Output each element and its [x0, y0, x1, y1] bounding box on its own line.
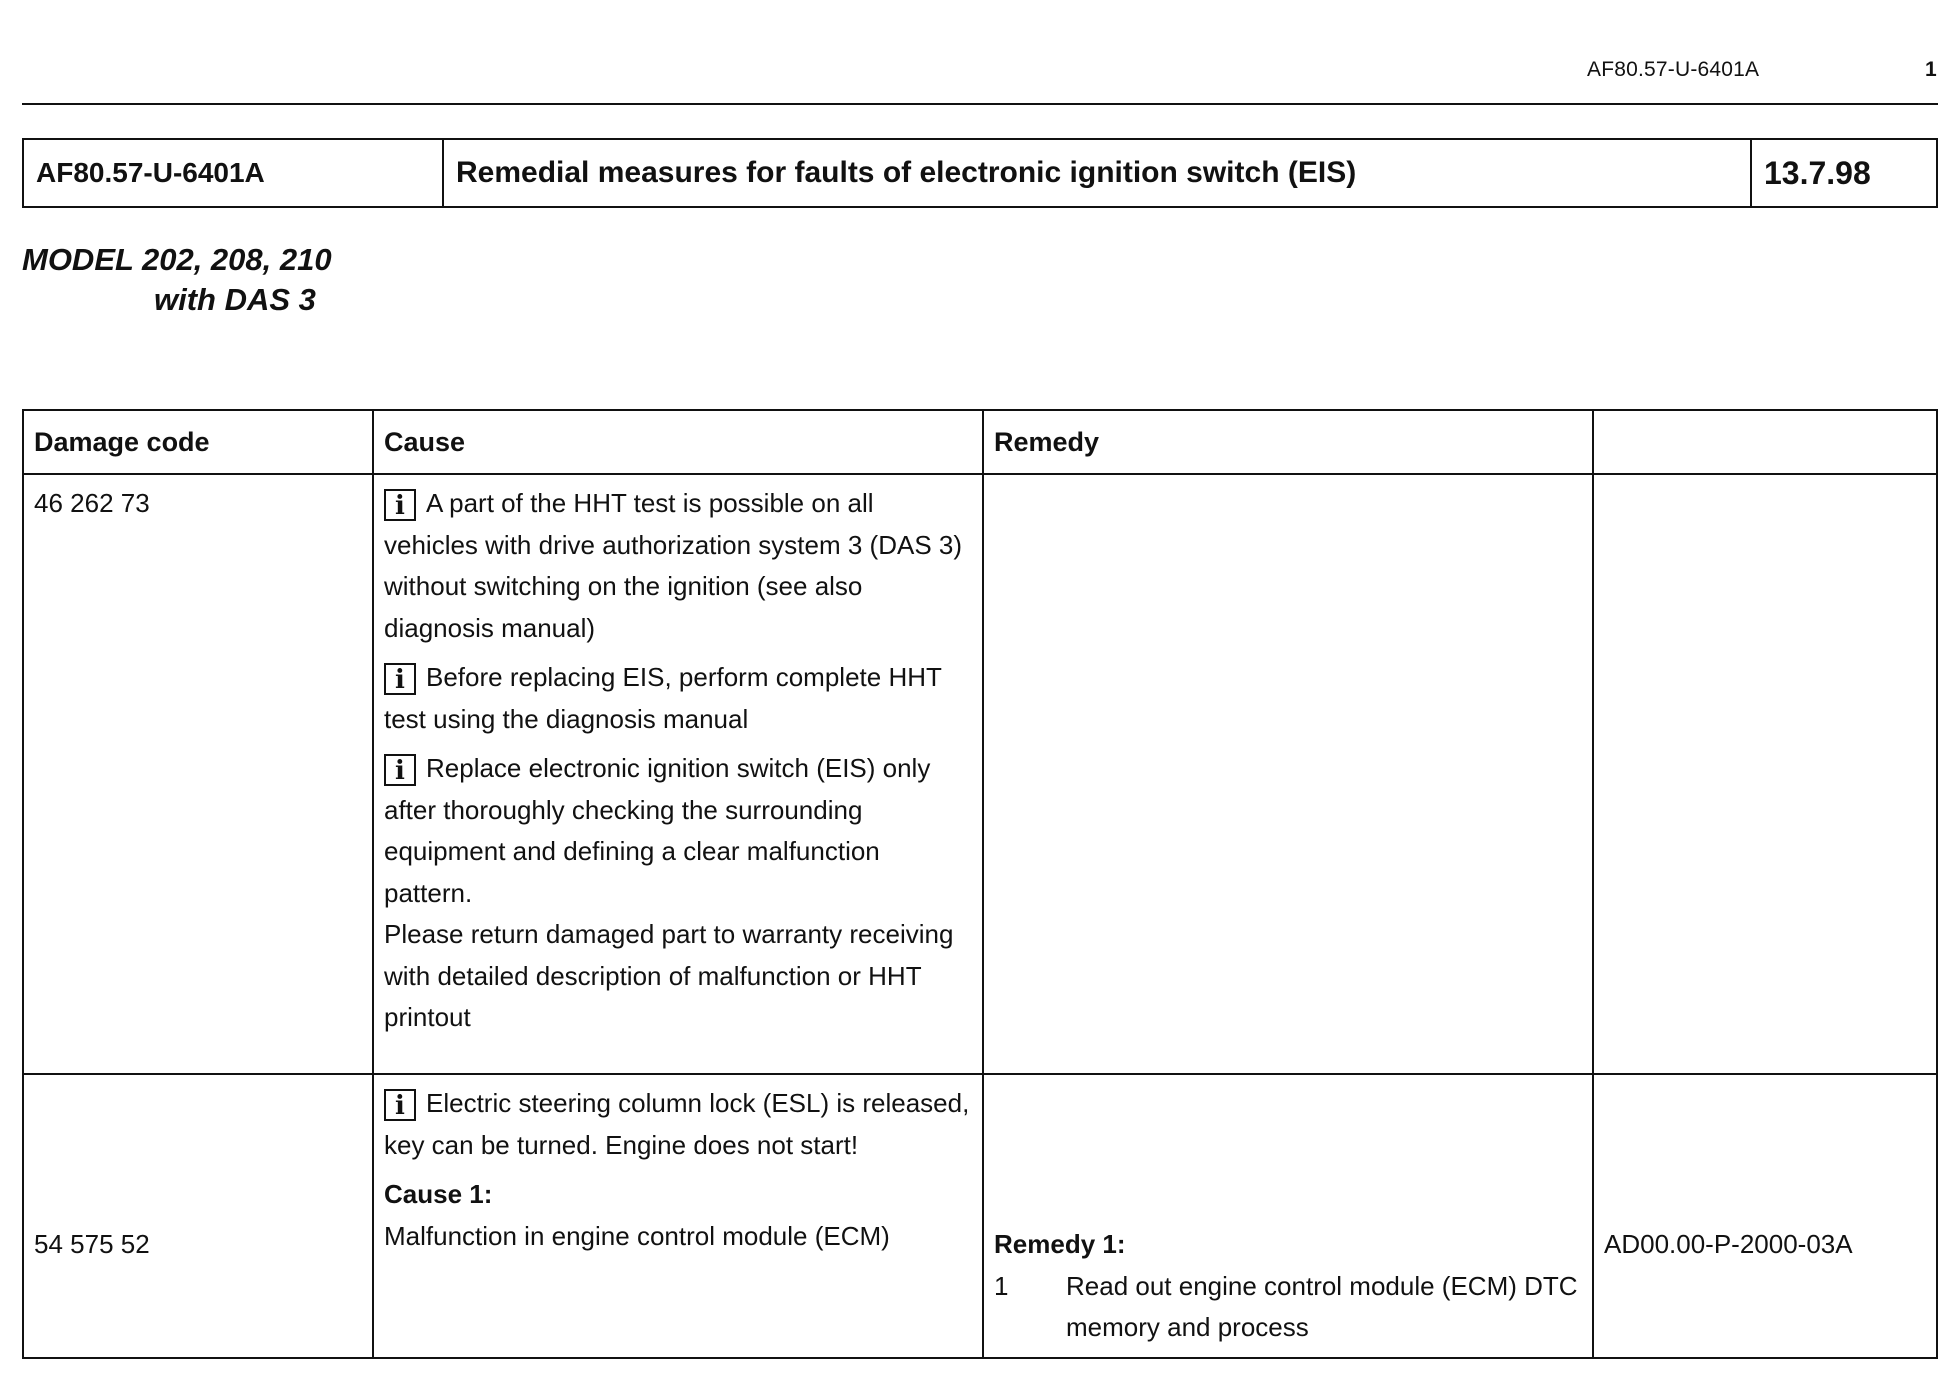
damage-code-table	[22, 409, 1938, 1359]
header-divider	[22, 103, 1938, 105]
step-number: 1	[994, 1270, 1009, 1301]
reference-cell	[1593, 474, 1937, 1074]
damage-code: 54 575 52	[34, 1229, 150, 1259]
model-das-line: with DAS 3	[154, 282, 316, 317]
info-icon: i	[384, 1089, 416, 1121]
remedy-cell	[983, 474, 1593, 1074]
model-line: MODEL 202, 208, 210	[22, 242, 332, 277]
header-cause: Cause	[373, 410, 983, 474]
header-reference	[1593, 410, 1937, 474]
info-icon: i	[384, 663, 416, 695]
remedy-step	[994, 1266, 1582, 1349]
cause-cell	[373, 474, 983, 1074]
model-info	[22, 240, 332, 320]
table-header-row	[23, 410, 1937, 474]
info-icon: i	[384, 754, 416, 786]
damage-code: 46 262 73	[34, 488, 150, 518]
remedy-cell	[983, 1074, 1593, 1358]
cause-label: Cause 1:	[384, 1179, 493, 1209]
info-note	[384, 657, 972, 740]
title-doc-code: AF80.57-U-6401A	[23, 139, 443, 207]
title-date: 13.7.98	[1751, 139, 1937, 207]
info-note-text: Before replacing EIS, perform complete HHT test using the diagnosis manual	[384, 662, 942, 734]
remedy-label: Remedy 1:	[994, 1229, 1126, 1259]
info-icon: i	[384, 489, 416, 521]
info-note	[384, 748, 972, 1039]
reference-link-text: AD00.00-P-2000-03A	[1604, 1229, 1853, 1259]
cause-cell	[373, 1074, 983, 1358]
info-note-text: A part of the HHT test is possible on all vehicles with drive authorization system 3 (DAS 3) without switching on the ignition (see also diagnosis manual)	[384, 488, 963, 643]
info-note	[384, 1083, 972, 1166]
reference-cell	[1593, 1074, 1937, 1358]
info-note-text: Replace electronic ignition switch (EIS) only after thoroughly checking the surrounding equipment and defining a clear malfunction pattern.	[384, 753, 931, 908]
header-remedy: Remedy	[983, 410, 1593, 474]
step-text: Read out engine control module (ECM) DTC memory and process	[1066, 1270, 1578, 1342]
header-damage-code: Damage code	[23, 410, 373, 474]
page-number: 1	[1925, 58, 1937, 81]
page-header-doc-code: AF80.57-U-6401A	[1587, 58, 1760, 81]
table-row	[23, 1074, 1937, 1358]
cause-text: Malfunction in engine control module (ECM)	[384, 1220, 890, 1251]
table-row	[23, 474, 1937, 1074]
damage-code-cell	[23, 474, 373, 1074]
info-note-text: Electric steering column lock (ESL) is released, key can be turned. Engine does not start!	[384, 1088, 970, 1160]
info-note	[384, 483, 972, 649]
damage-code-cell	[23, 1074, 373, 1358]
title-box	[22, 138, 1938, 208]
title-text: Remedial measures for faults of electronic ignition switch (EIS)	[443, 139, 1751, 207]
info-note-text-continued: Please return damaged part to warranty receiving with detailed description of malfunction or HHT printout	[384, 919, 954, 1032]
